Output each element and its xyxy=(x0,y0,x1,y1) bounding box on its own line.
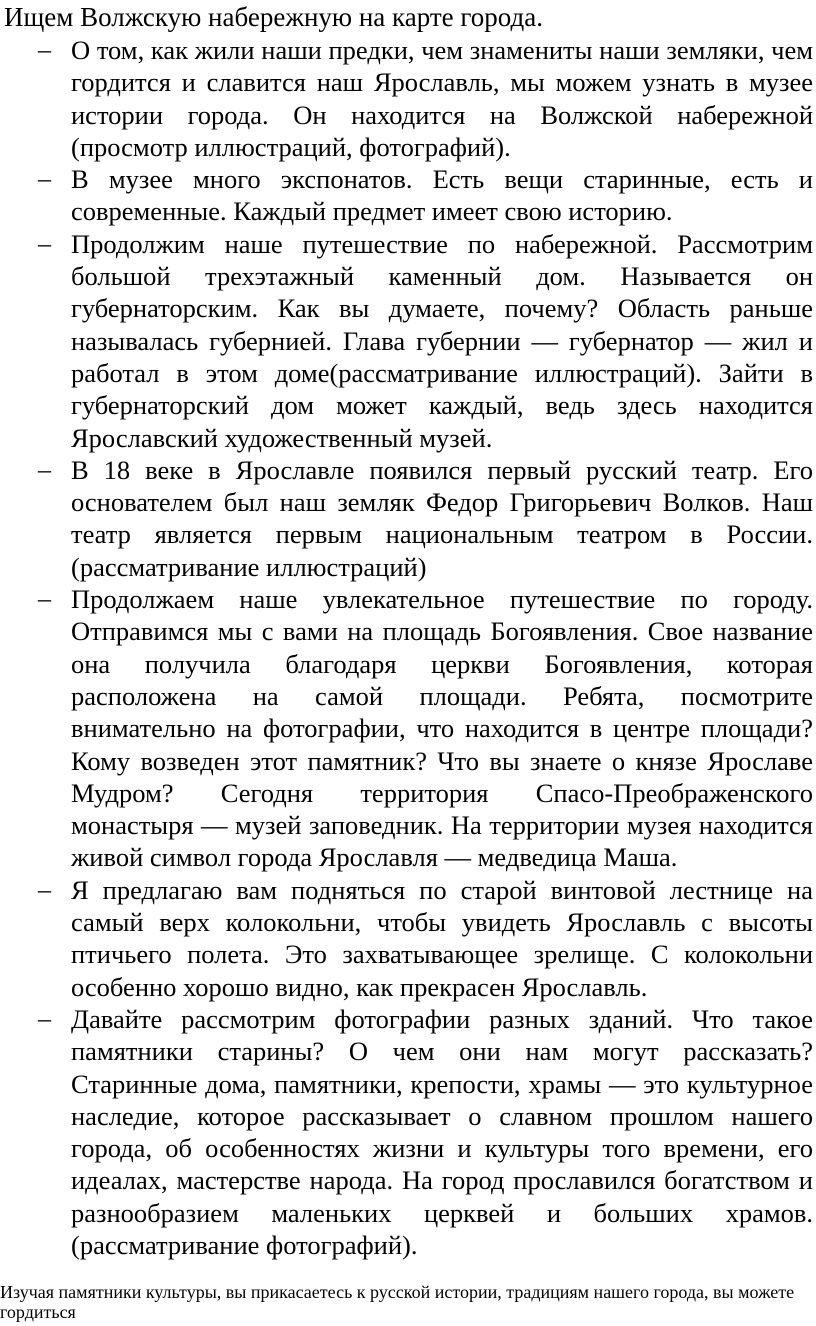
paragraph-text: Продолжим наше путешествие по набережной. Рассмотрим большой трехэтажный каменный дом. Называется он губернаторским. Как вы думаете, почему? Область раньше называлась губернией. Глава губернии — губернатор — жил и работал в этом доме(рассматривание иллюстраций). Зайти в губернаторский дом может каждый, ведь здесь находится Ярославский художественный музей. xyxy=(71,228,813,453)
list-item xyxy=(0,163,816,228)
list-item xyxy=(0,228,816,454)
intro-line: Ищем Волжскую набережную на карте города. xyxy=(4,2,543,32)
paragraph-text: В музее много экспонатов. Есть вещи старинные, есть и современные. Каждый предмет имеет свою историю. xyxy=(71,164,813,227)
paragraph-text: Продолжаем наше увлекательное путешествие по городу. Отправимся мы с вами на площадь Богоявления. Свое название она получила благодаря церкви Богоявления, которая расположена на самой площади. Ребята, посмотрите внимательно на фотографии, что находится в центре площади? Кому возведен этот памятник? Что вы знаете о князе Ярославе Мудром? Сегодня территория Спасо-Преображенского монастыря — музей заповедник. На территории музея находится живой символ города Ярославля — медведица Маша. xyxy=(71,584,813,873)
paragraph-text: О том, как жили наши предки, чем знамениты наши земляки, чем гордится и славится наш Ярославль, мы можем узнать в музее истории города. Он находится на Волжской набережной (просмотр иллюстраций, фотографий). xyxy=(71,35,813,162)
dash-bullet-icon: – xyxy=(38,164,51,194)
list-item xyxy=(0,1003,816,1261)
dash-bullet-icon: – xyxy=(38,35,51,64)
list-item xyxy=(0,583,816,874)
footer-text: Изучая памятники культуры, вы прикасаетесь к русской истории, традициям нашего города, вы можете гордиться xyxy=(0,1282,795,1322)
dash-bullet-icon: – xyxy=(38,874,51,904)
bullet-list xyxy=(0,34,816,1261)
paragraph-text: В 18 веке в Ярославле появился первый русский театр. Его основателем был наш земляк Федор Григорьевич Волков. Наш театр является первым национальным театром в России. (рассматривание иллюстраций) xyxy=(71,454,813,582)
paragraph-text: Давайте рассмотрим фотографии разных зданий. Что такое памятники старины? О чем они нам могут рассказать? Старинные дома, памятники, крепости, храмы — это культурное наследие, которое рассказывает о славном прошлом нашего города, об особенностях жизни и культуры того времени, его идеалах, мастерстве народа. На город прославился богатством и разнообразием маленьких церквей и больших храмов. (рассматривание фотографий). xyxy=(71,1003,813,1260)
list-item xyxy=(0,874,816,1003)
dash-bullet-icon: – xyxy=(38,584,51,614)
dash-bullet-icon: – xyxy=(38,228,51,258)
paragraph-text: Я предлагаю вам подняться по старой винтовой лестнице на самый верх колокольни, чтобы увидеть Ярославль с высоты птичьего полета. Это захватывающее зрелище. С колокольни особенно хорошо видно, как прекрасен Ярославль. xyxy=(71,874,813,1002)
dash-bullet-icon: – xyxy=(38,1003,51,1033)
dash-bullet-icon: – xyxy=(38,454,51,484)
list-item xyxy=(0,454,816,583)
list-item xyxy=(0,34,816,163)
